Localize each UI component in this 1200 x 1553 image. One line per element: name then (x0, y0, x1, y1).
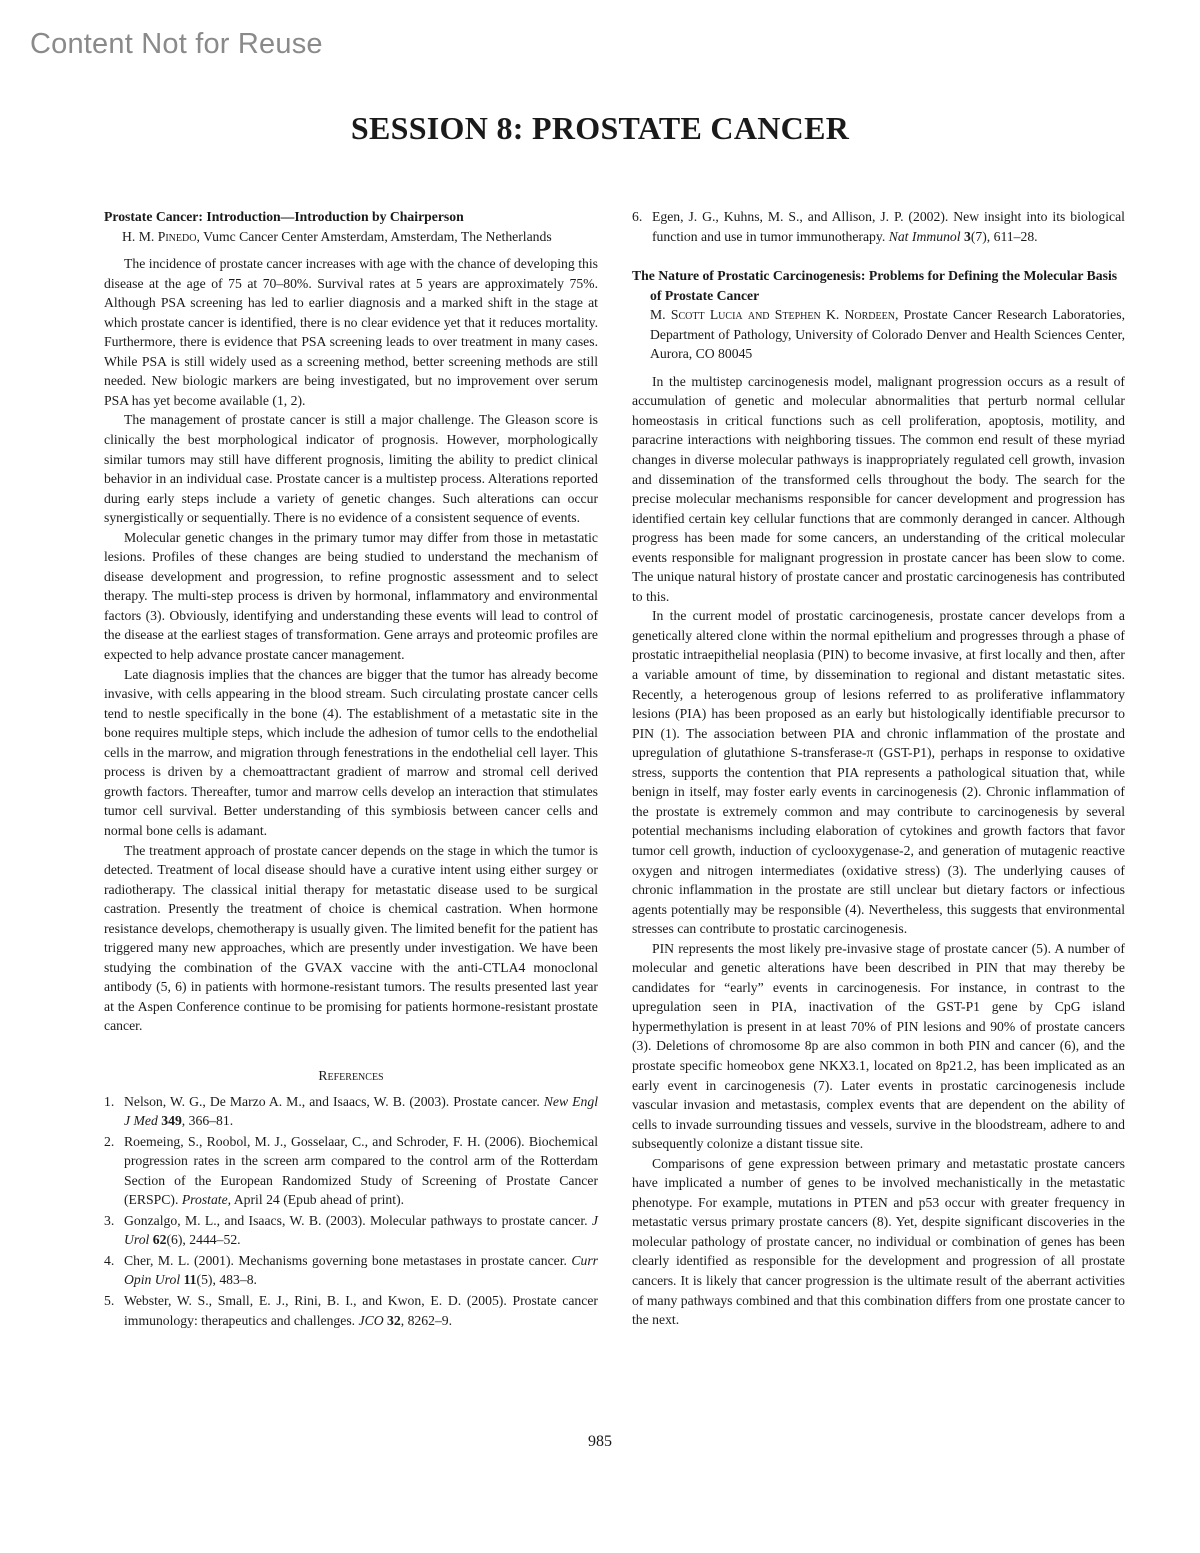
reference-text: Webster, W. S., Small, E. J., Rini, B. I., and Kwon, E. D. (2005). Prostate cancer immunology: therapeutics and challenges. (124, 1292, 598, 1328)
reference-item (104, 1092, 598, 1131)
reference-journal: Curr Opin Urol (124, 1252, 598, 1288)
reference-journal: Prostate, (181, 1192, 232, 1208)
reference-pages: (6), 2444–52. (166, 1232, 241, 1248)
session-title: SESSION 8: PROSTATE CANCER (350, 110, 850, 146)
reference-pages: , 366–81. (181, 1113, 234, 1129)
reference-volume: 11 (183, 1272, 197, 1288)
section2-paragraph: PIN represents the most likely pre-invasive stage of prostate cancer (5). A number of molecular and genetic alterations have been described in PIN that may thereby be candidates for “early” events in carcinogenesis. For instance, in contrast to the upregulation seen in PIA, inactivation of the GST-P1 gene by CpG island hypermethylation is present in at least 70% of PIN lesions and 90% of prostate cancers (3). Deletions of chromosome 8p are also common in both PIN and cancer (6), and the prostate specific homeobox gene NKX3.1, located on 8p21.2, has been implicated as an early event in carcinogenesis (7). Later events in prostatic carcinogenesis include vascular invasion and metastasis, complex events that are dependent on the ability of cells to invade surrounding tissues and vessels, survive in the bloodstream, adhere to and subsequently colonize a distant tissue site. (632, 940, 1125, 1152)
section1-paragraph: Molecular genetic changes in the primary tumor may differ from those in metastatic lesions. Profiles of these changes are being studied to understand the mechanism of disease development and progression, to refine prognostic assessment and to select therapy. The multi-step process is driven by hormonal, inflammatory and environmental factors (3). Obviously, identifying and understanding these events will lead to control of the disease at the earliest stages of transformation. Gene arrays and proteomic profiles are expected to help advance prostate cancer management. (104, 529, 598, 663)
reference-volume: 62 (152, 1232, 167, 1248)
reference-number: 2. (104, 1133, 115, 1149)
section2-paragraph: In the current model of prostatic carcinogenesis, prostate cancer develops from a genetically altered clone within the normal epithelium and progresses through a phase of prostatic intraepithelial neoplasia (PIN) to become invasive, at first locally and then, after a variable amount of time, by dissemination to regional and distant metastatic sites. Recently, a heterogenous group of lesions referred to as proliferative inflammatory lesions (PIA) has been proposed as an early but histologically identifiable precursor to PIN (1). The association between PIA and chronic inflammation of the prostate and upregulation of glutathione S-transferase-π (GST-P1), perhaps in response to oxidative stress, supports the contention that PIA represents a pathological situation that, while benign in itself, may foster early events in carcinogenesis (2). Chronic inflammation of the prostate is extremely common and may contribute to carcinogenesis by several potential mechanisms including elaboration of cytokines and growth factors that favor tumor cell growth, induction of cyclooxygenase-2, and generation of mutagenic reactive oxygen and nitrogen intermediates (oxidative stress) (3). The underlying causes of chronic inflammation in the prostate are still unclear but dietary factors or infectious agents potentially may be responsible (4). Nevertheless, this suggests that environmental stresses can contribute to prostatic carcinogenesis. (632, 608, 1125, 937)
reference-volume: 349 (161, 1113, 182, 1129)
reference-number: 3. (104, 1212, 115, 1228)
reference-text: Gonzalgo, M. L., and Isaacs, W. B. (2003). Molecular pathways to prostate cancer. (124, 1212, 592, 1228)
reference-volume: 32 (387, 1312, 401, 1328)
reference-journal: New Engl J Med (124, 1093, 598, 1129)
section2-author: M. Scott Lucia and Stephen K. Nordeen, (650, 307, 899, 323)
references-list (104, 1092, 598, 1331)
section2-affiliation: Prostate Cancer Research Laboratories, Department of Pathology, University of Colorado Denver and Health Sciences Center, Aurora, CO 80045 (650, 307, 1125, 362)
reference-item (632, 207, 1125, 246)
reference-number: 1. (104, 1093, 115, 1109)
reference-text: Cher, M. L. (2001). Mechanisms governing bone metastases in prostate cancer. (124, 1252, 572, 1268)
reference-pages: April 24 (Epub ahead of print). (231, 1192, 405, 1208)
page-number: 985 (588, 1433, 612, 1450)
watermark: Content Not for Reuse (30, 28, 323, 60)
reference-journal: JCO (358, 1312, 384, 1328)
reference-journal: Nat Immunol (888, 228, 961, 244)
reference-pages: , 8262–9. (400, 1312, 453, 1328)
section1-affiliation: Vumc Cancer Center Amsterdam, Amsterdam, The Netherlands (203, 228, 552, 244)
section1-authors (104, 227, 598, 247)
section2-title: The Nature of Prostatic Carcinogenesis: Problems for Defining the Molecular Basis of Prostate Cancer (632, 268, 1118, 303)
reference-item (104, 1132, 598, 1210)
section2-authors (632, 305, 1125, 364)
left-column (104, 207, 598, 1331)
reference-number: 5. (104, 1292, 115, 1308)
section1-paragraph: The treatment approach of prostate cancer depends on the stage in which the tumor is detected. Treatment of local disease should have a curative intent using either surgey or radiotherapy. The classical initial therapy for metastatic disease used to be surgical castration. Presently the treatment of choice is chemical castration. When hormone resistance develops, chemotherapy is usually given. The limited benefit for the patient has triggered many new approaches, which are presently under investigation. We have been studying the combination of the GVAX vaccine with the anti-CTLA4 monoclonal antibody (5, 6) in patients with hormone-resistant tumors. The results presented last year at the Aspen Conference continue to be promising for patients hormone-resistant prostate cancer. (104, 842, 598, 1034)
reference-journal: J Urol (124, 1212, 598, 1248)
reference-pages: (7), 611–28. (970, 228, 1038, 244)
reference-pages: (5), 483–8. (196, 1272, 257, 1288)
reference-volume: 3 (963, 228, 971, 244)
section1-title: Prostate Cancer: Introduction—Introduction by Chairperson (104, 209, 464, 224)
right-column (632, 207, 1125, 1330)
reference-item (104, 1251, 598, 1290)
section1-paragraph: The incidence of prostate cancer increases with age with the chance of developing this disease at the age of 75 at 70–80%. Survival rates at 5 years are approximately 75%. Although PSA screening has led to earlier diagnosis and a marked shift in the stage at which prostate cancer is identified, there is no clear evidence yet that it reduces mortality. Furthermore, there is evidence that PSA screening leads to over treatment in many cases. While PSA is still widely used as a screening method, better screening methods are still needed. New biologic markers are being investigated, but no improvement over serum PSA has yet become available (1, 2). (104, 256, 598, 408)
reference-number: 6. (632, 209, 643, 224)
reference-text: Nelson, W. G., De Marzo A. M., and Isaacs, W. B. (2003). Prostate cancer. (124, 1093, 544, 1109)
section1-author: H. M. Pinedo, (122, 228, 200, 244)
reference-item (104, 1211, 598, 1250)
references-list-continued (632, 207, 1125, 246)
references-heading: References (318, 1067, 384, 1083)
section2-paragraph: In the multistep carcinogenesis model, malignant progression occurs as a result of accumulation of genetic and molecular abnormalities that perturb normal cellular homeostasis in critical functions such as cell proliferation, apoptosis, motility, and paracrine interactions with neighboring tissues. The common end result of these myriad changes in diverse molecular pathways is inappropriately regulated cell growth, invasion and dissemination of the transformed cells throughout the body. The search for the precise molecular mechanisms responsible for cancer development and progression has identified certain key cellular functions that are commonly deranged in cancer. Although progress has been made for some cancers, an understanding of the critical molecular events responsible for malignant progression in prostate cancer has been slow to come. The unique natural history of prostate cancer and prostatic carcinogenesis has contributed to this. (632, 373, 1125, 604)
reference-item (104, 1291, 598, 1330)
reference-text: Egen, J. G., Kuhns, M. S., and Allison, J. P. (2002). New insight into its biological function and use in tumor immunotherapy. (652, 209, 1125, 244)
section1-paragraph: Late diagnosis implies that the chances are bigger that the tumor has already become invasive, with cells appearing in the blood stream. Such circulating prostate cancer cells tend to nestle specifically in the bone (4). The establishment of a metastatic site in the bone requires multiple steps, which include the adhesion of tumor cells to the endothelial cells in the marrow, and migration through fenestrations in the endothelial cell layer. This process is driven by a chemoattractant gradient of marrow and stromal cell derived growth factors. Thereafter, tumor and marrow cells develop an interaction that stimulates tumor cell survival. Better understanding of this symbiosis between cancer cells and normal bone cells is adamant. (104, 666, 598, 838)
section2-paragraph: Comparisons of gene expression between primary and metastatic prostate cancers have implicated a number of genes to be involved mechanistically in the metastatic phenotype. For example, mutations in PTEN and p53 occur with greater frequency in metastatic versus primary prostate cancers (8). Yet, despite significant discoveries in the molecular pathology of prostate cancer, no individual or combination of genes has been clearly identified as responsible for the development and progression of all prostate cancers. It is likely that cancer progression is the ultimate result of the aberrant activities of many pathways combined and that this combination differs from one prostate cancer to the next. (632, 1155, 1125, 1328)
reference-number: 4. (104, 1252, 115, 1268)
section-gap (632, 247, 1125, 266)
reference-text: Roemeing, S., Roobol, M. J., Gosselaar, C., and Schroder, F. H. (2006). Biochemical progression rates in the screen arm compared to the control arm of the Rotterdam Section of the European Randomized Study of Screening of Prostate Cancer (ERSPC). (124, 1133, 598, 1208)
section1-paragraph: The management of prostate cancer is still a major challenge. The Gleason score is clinically the best morphological indicator of prognosis. However, morphologically similar tumors may still have different prognosis, limiting the ability to predict clinical behavior in an individual case. Prostate cancer is a multistep process. Alterations reported during early steps include a variety of genetic changes. Such alterations can occur synergistically or sequentially. There is no evidence of a consistent sequence of events. (104, 412, 598, 526)
